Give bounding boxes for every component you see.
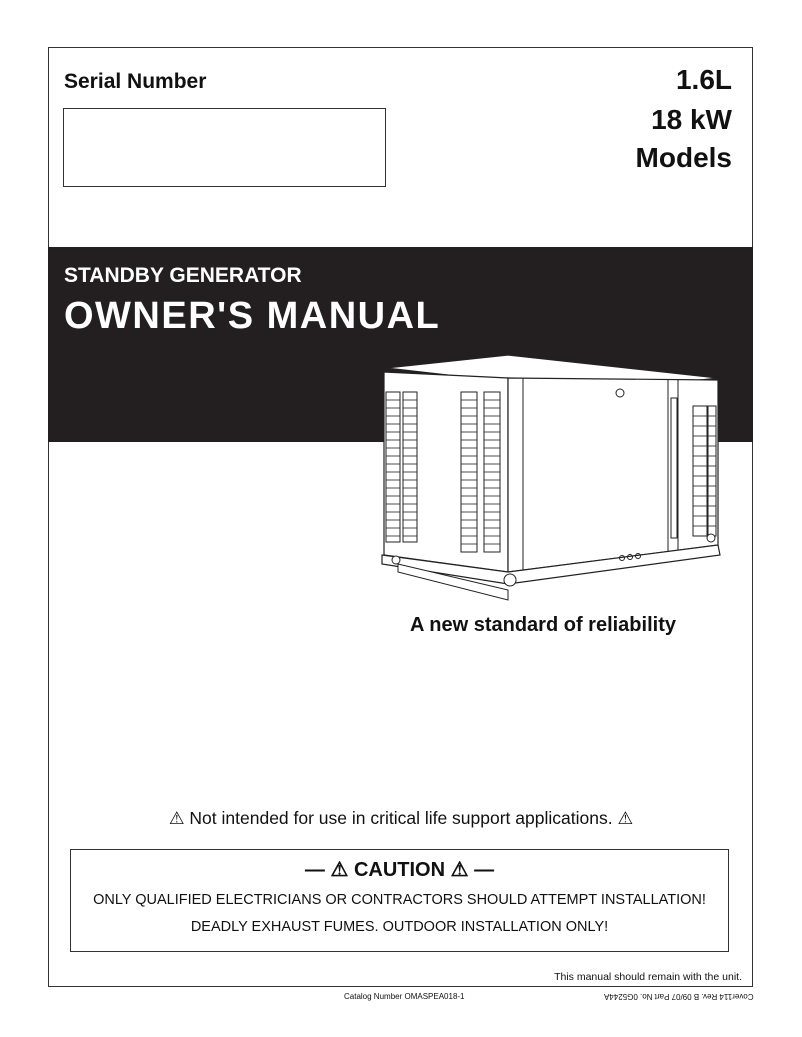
- serial-number-box: [63, 108, 386, 187]
- warning-triangle-icon: ⚠: [450, 859, 469, 881]
- warning-triangle-icon: ⚠: [168, 808, 185, 828]
- caution-line-exhaust: DEADLY EXHAUST FUMES. OUTDOOR INSTALLATION ONLY!: [190, 919, 609, 935]
- caution-box: [70, 849, 729, 952]
- life-support-notice: [0, 808, 802, 829]
- remain-with-unit-note: This manual should remain with the unit.: [554, 971, 742, 983]
- caution-line-installation: ONLY QUALIFIED ELECTRICIANS OR CONTRACTORS SHOULD ATTEMPT INSTALLATION!: [93, 892, 706, 908]
- warning-triangle-icon: ⚠: [330, 859, 349, 881]
- document-subtitle: STANDBY GENERATOR: [64, 264, 302, 287]
- model-power: 18 kW: [651, 104, 732, 135]
- model-displacement: 1.6L: [675, 64, 732, 95]
- caution-dash-left: —: [304, 859, 325, 881]
- warning-triangle-icon: ⚠: [617, 808, 634, 828]
- part-number: Cover114 Rev. B 09/07 Part No. 0G5244A: [604, 992, 754, 1001]
- caution-title: CAUTION: [353, 859, 446, 881]
- generator-illustration: [378, 350, 723, 605]
- document-title: OWNER'S MANUAL: [64, 295, 441, 337]
- serial-number-label: Serial Number: [64, 70, 207, 93]
- model-label: Models: [635, 142, 732, 173]
- catalog-number: Catalog Number OMASPEA018-1: [344, 992, 465, 1001]
- notice-text: Not intended for use in critical life support applications.: [189, 808, 613, 828]
- slogan: A new standard of reliability: [410, 614, 676, 636]
- caution-heading: [71, 857, 728, 882]
- caution-dash-right: —: [474, 859, 495, 881]
